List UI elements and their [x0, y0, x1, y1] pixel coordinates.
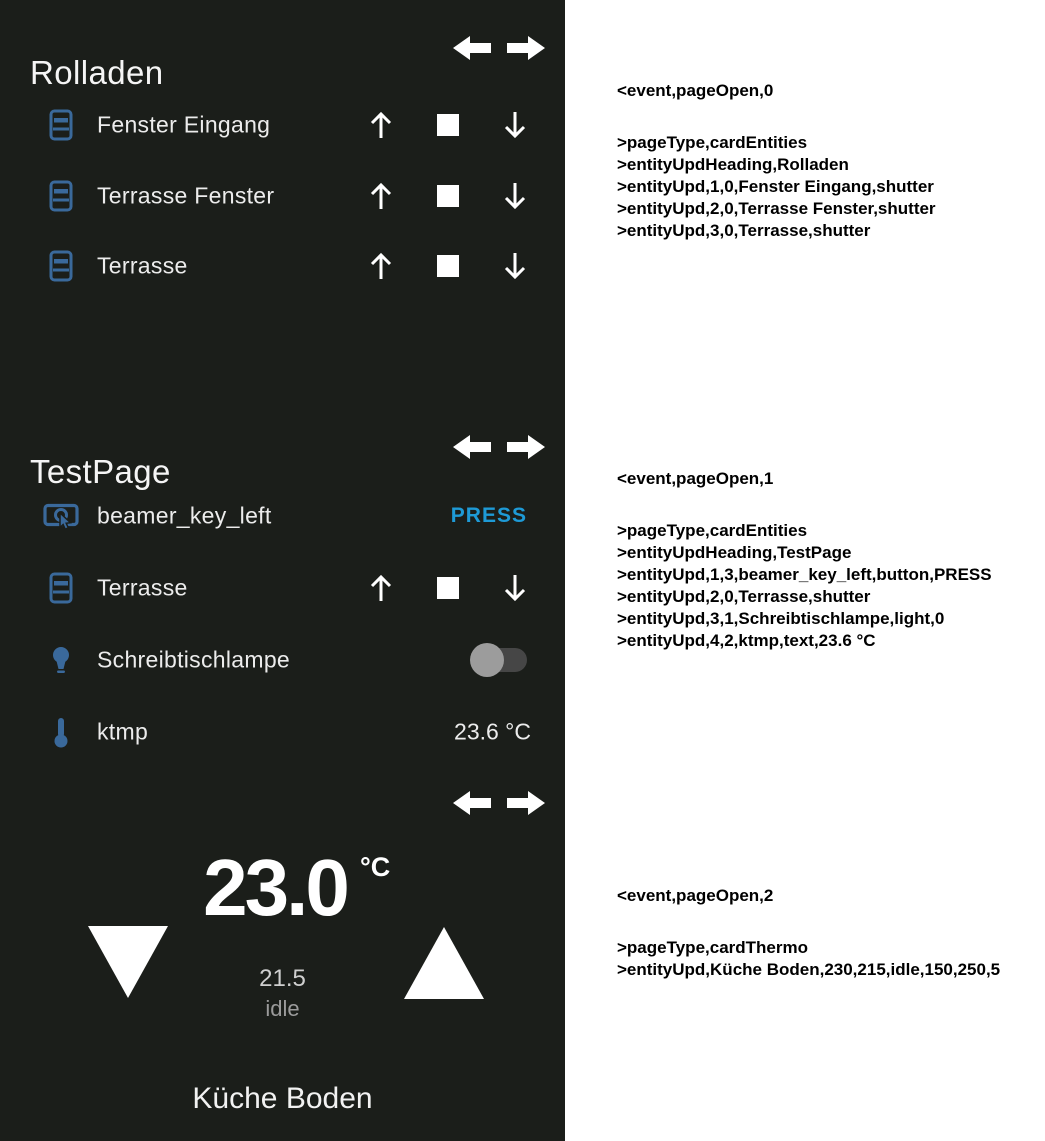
lightbulb-icon — [38, 625, 84, 695]
shutter-up-button[interactable] — [368, 109, 394, 141]
stop-square-icon — [437, 255, 459, 277]
page-nav — [453, 788, 545, 818]
next-page-button[interactable] — [507, 33, 545, 63]
page-title: TestPage — [30, 453, 171, 491]
arrow-left-icon — [453, 33, 491, 63]
log-line: >entityUpd,4,2,ktmp,text,23.6 °C — [617, 631, 876, 650]
log-line: >pageType,cardEntities — [617, 521, 808, 540]
shutter-up-button[interactable] — [368, 180, 394, 212]
log-block-page0 — [617, 80, 936, 242]
card-rolladen — [0, 0, 565, 410]
arrow-right-icon — [507, 33, 545, 63]
setpoint-temperature: 21.5 — [259, 965, 306, 992]
shutter-down-button[interactable] — [502, 109, 528, 141]
entity-label: Terrasse — [97, 574, 188, 601]
page-nav — [453, 33, 545, 63]
window-shutter-icon — [38, 553, 84, 623]
stop-square-icon — [437, 577, 459, 599]
gesture-tap-button-icon — [38, 481, 84, 551]
entity-label: Terrasse — [97, 252, 188, 279]
stop-square-icon — [437, 185, 459, 207]
shutter-up-button[interactable] — [368, 250, 394, 282]
current-temperature: 23.0 — [203, 843, 347, 932]
arrow-up-icon — [368, 180, 394, 212]
page-title: Rolladen — [30, 54, 164, 92]
entity-label: Fenster Eingang — [97, 111, 271, 138]
hvac-state: idle — [265, 996, 300, 1021]
sensor-value: 23.6 °C — [454, 718, 531, 745]
stop-square-icon — [437, 114, 459, 136]
log-line: >entityUpd,1,0,Fenster Eingang,shutter — [617, 177, 934, 196]
log-line: >entityUpd,2,0,Terrasse Fenster,shutter — [617, 199, 936, 218]
entity-label: ktmp — [97, 718, 149, 745]
arrow-up-icon — [368, 109, 394, 141]
window-shutter-icon — [38, 90, 84, 160]
thermostat-name: Küche Boden — [192, 1082, 373, 1115]
shutter-stop-button[interactable] — [437, 255, 459, 277]
entity-row-text — [0, 697, 565, 767]
next-page-button[interactable] — [507, 432, 545, 462]
arrow-right-icon — [507, 432, 545, 462]
shutter-controls — [368, 250, 528, 282]
entity-row-button — [0, 481, 565, 551]
arrow-down-icon — [502, 572, 528, 604]
log-event-line: <event,pageOpen,0 — [617, 81, 774, 100]
log-block-page2 — [617, 885, 1000, 981]
entity-label: Schreibtischlampe — [97, 646, 291, 673]
arrow-down-icon — [502, 109, 528, 141]
shutter-down-button[interactable] — [502, 180, 528, 212]
card-testpage — [0, 410, 565, 770]
log-line: >entityUpd,3,1,Schreibtischlampe,light,0 — [617, 609, 945, 628]
entity-row-light — [0, 625, 565, 695]
log-event-line: <event,pageOpen,1 — [617, 469, 774, 488]
log-line: >entityUpd,1,3,beamer_key_left,button,PRESS — [617, 565, 992, 584]
entity-label: Terrasse Fenster — [97, 182, 275, 209]
log-line: >entityUpd,Küche Boden,230,215,idle,150,250,5 — [617, 960, 1001, 979]
log-line: >pageType,cardEntities — [617, 133, 808, 152]
arrow-left-icon — [453, 788, 491, 818]
entity-label: beamer_key_left — [97, 502, 272, 529]
log-line: >entityUpd,2,0,Terrasse,shutter — [617, 587, 871, 606]
entity-row-shutter — [0, 161, 565, 231]
window-shutter-icon — [38, 231, 84, 301]
prev-page-button[interactable] — [453, 432, 491, 462]
entity-row-shutter — [0, 231, 565, 301]
shutter-controls — [368, 572, 528, 604]
log-event-line: <event,pageOpen,2 — [617, 886, 774, 905]
shutter-stop-button[interactable] — [437, 577, 459, 599]
shutter-down-button[interactable] — [502, 572, 528, 604]
prev-page-button[interactable] — [453, 788, 491, 818]
arrow-down-icon — [502, 250, 528, 282]
shutter-controls — [368, 109, 528, 141]
log-line: >entityUpdHeading,Rolladen — [617, 155, 849, 174]
shutter-up-button[interactable] — [368, 572, 394, 604]
log-block-page1 — [617, 468, 992, 652]
shutter-controls — [368, 180, 528, 212]
thermometer-icon — [38, 697, 84, 767]
window-shutter-icon — [38, 161, 84, 231]
arrow-down-icon — [502, 180, 528, 212]
shutter-stop-button[interactable] — [437, 185, 459, 207]
prev-page-button[interactable] — [453, 33, 491, 63]
shutter-stop-button[interactable] — [437, 114, 459, 136]
light-toggle[interactable] — [470, 643, 527, 677]
arrow-right-icon — [507, 788, 545, 818]
log-line: >entityUpd,3,0,Terrasse,shutter — [617, 221, 871, 240]
shutter-down-button[interactable] — [502, 250, 528, 282]
page-nav — [453, 432, 545, 462]
entity-row-shutter — [0, 553, 565, 623]
press-button[interactable]: PRESS — [450, 504, 527, 527]
card-thermostat — [0, 770, 565, 1141]
entity-row-shutter — [0, 90, 565, 160]
next-page-button[interactable] — [507, 788, 545, 818]
log-line: >pageType,cardThermo — [617, 938, 808, 957]
arrow-up-icon — [368, 250, 394, 282]
arrow-left-icon — [453, 432, 491, 462]
log-line: >entityUpdHeading,TestPage — [617, 543, 852, 562]
arrow-up-icon — [368, 572, 394, 604]
temperature-unit: °C — [360, 852, 391, 882]
toggle-knob — [470, 643, 504, 677]
